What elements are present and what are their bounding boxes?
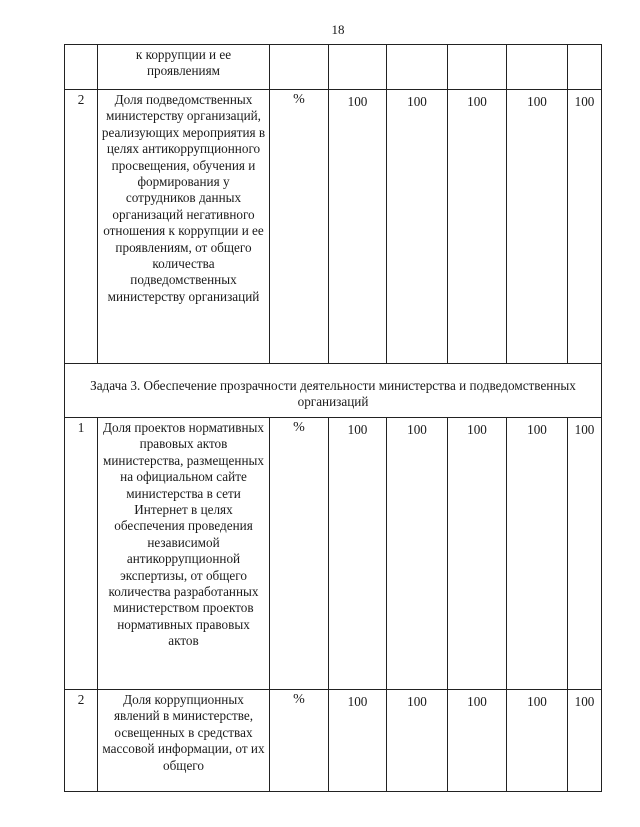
value-cell: 100 [507, 418, 568, 690]
task-row [65, 364, 602, 418]
value-cell [448, 45, 507, 90]
indicator-description: Доля коррупционных явлений в министерстве, освещенных в средствах массовой информации, от их общего [98, 690, 270, 792]
table-row [65, 418, 602, 690]
indicator-description: Доля проектов нормативных правовых актов министерства, размещенных на официальном сайте министерства в сети Интернет в целях обеспечения проведения независимой антикоррупционной экспертизы, от общего количества разработанных министерством проектов нормативных правовых актов [98, 418, 270, 690]
value-cell: 100 [568, 418, 602, 690]
value-cell: 100 [448, 690, 507, 792]
row-number [65, 45, 98, 90]
value-cell: 100 [387, 90, 448, 364]
page-number: 18 [331, 22, 345, 37]
unit-cell: % [270, 690, 329, 792]
indicators-table [64, 44, 602, 792]
table-row [65, 45, 602, 90]
value-cell: 100 [387, 418, 448, 690]
row-number: 2 [65, 90, 98, 364]
value-cell: 100 [448, 90, 507, 364]
value-cell [329, 45, 387, 90]
value-cell: 100 [568, 690, 602, 792]
table-row [65, 90, 602, 364]
value-cell [507, 45, 568, 90]
row-number: 2 [65, 690, 98, 792]
value-cell: 100 [448, 418, 507, 690]
value-cell: 100 [507, 90, 568, 364]
indicator-description: Доля подведомственных министерству организаций, реализующих мероприятия в целях антикоррупционного просвещения, обучения и формирования у сотрудников данных организаций негативного отношения к коррупции и ее проявлениям, от общего количества подведомственных министерству организаций [98, 90, 270, 364]
value-cell [568, 45, 602, 90]
value-cell [387, 45, 448, 90]
unit-cell: % [270, 90, 329, 364]
indicator-description: к коррупции и ее проявлениям [98, 45, 270, 90]
row-number: 1 [65, 418, 98, 690]
value-cell: 100 [568, 90, 602, 364]
unit-cell [270, 45, 329, 90]
value-cell: 100 [329, 690, 387, 792]
value-cell: 100 [507, 690, 568, 792]
task-heading: Задача 3. Обеспечение прозрачности деятельности министерства и подведомственных организаций [65, 364, 602, 418]
value-cell: 100 [329, 418, 387, 690]
value-cell: 100 [329, 90, 387, 364]
value-cell: 100 [387, 690, 448, 792]
unit-cell: % [270, 418, 329, 690]
table-row [65, 690, 602, 792]
